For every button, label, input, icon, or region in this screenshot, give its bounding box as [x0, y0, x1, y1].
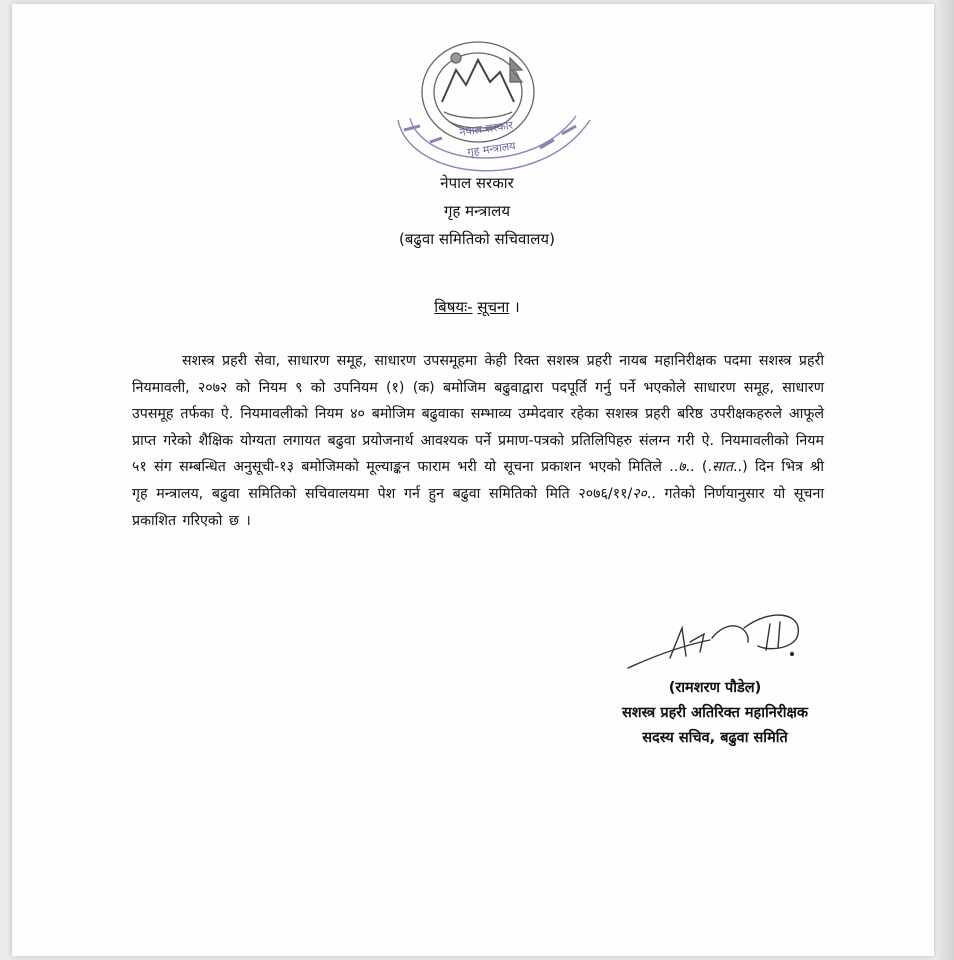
seal-text-outer: नेपाल सरकार: [458, 118, 514, 139]
body-part-4: .. गतेको निर्णयानुसार यो सूचना प्रकाशित गरिएको छ ।: [132, 485, 824, 529]
body-part-1: सशस्त्र प्रहरी सेवा, साधारण समूह, साधारण उपसमूहमा केही रिक्त सशस्त्र प्रहरी नायब महानिरीक्षक पदमा सशस्त्र प्रहरी नियमावली, २०७२ को नियम ९ को उपनियम (१) (क) बमोजिम बढुवाद्वारा पदपूर्ति गर्नु पर्ने भएकोले साधारण समूह, साधारण उपसमूह तर्फका ऐ. नियमावलीको नियम ४० बमोजिम बढुवाका सम्भाव्य उम्मेदवार रहेका सशस्त्र प्रहरी बरिष्ठ उपरीक्षकहरुले आफूले प्राप्त गरेको शैक्षिक योग्यता लगायत बढुवा प्रयोजनार्थ आवश्यक पर्ने प्रमाण-पत्रको प्रतिलिपिहरु संलग्न गरी ऐ. नियमावलीको नियम ५१ संग सम्बन्धित अनुसूची-१३ बमोजिमको मूल्याङ्कन फाराम भरी यो सूचना प्रकाशन भएको मितिले ..: [132, 353, 824, 476]
subject-label: बिषयः-: [434, 298, 473, 316]
notice-body: [132, 348, 824, 534]
subject-end: ।: [509, 298, 520, 316]
body-part-3: ..) दिन भित्र श्री गृह मन्त्रालय, बढुवा समितिको सचिवालयमा पेश गर्न हुन बढुवा समितिको मिति २०७६/११/: [132, 459, 825, 502]
body-part-2: .. (.: [685, 459, 712, 476]
subject-title: सूचना: [477, 298, 510, 316]
header-line-2: गृह मन्त्रालय: [443, 202, 511, 220]
handwritten-date-day: २०: [632, 485, 647, 502]
handwritten-days-word: सात: [711, 459, 734, 476]
seal-text-inner: गृह मन्त्रालय: [466, 139, 517, 159]
signatory-title: सशस्त्र प्रहरी अतिरिक्त महानिरीक्षक: [621, 705, 809, 721]
signature-block: [570, 676, 860, 751]
header-ministry: [0, 200, 954, 222]
signatory-role: सदस्य सचिव, बढुवा समिति: [642, 730, 788, 746]
page-edge-shadow: [938, 0, 954, 960]
header-government: [0, 172, 954, 194]
handwritten-signature-icon: [620, 598, 810, 678]
handwritten-days-number: ७: [678, 459, 686, 476]
subject-line: [0, 296, 954, 318]
header-line-1: नेपाल सरकार: [440, 174, 514, 192]
signatory-name: (रामशरण पौडेल): [668, 680, 762, 696]
header-secretariat: [0, 228, 954, 250]
header-line-3: (बढुवा समितिको सचिवालय): [399, 230, 555, 248]
